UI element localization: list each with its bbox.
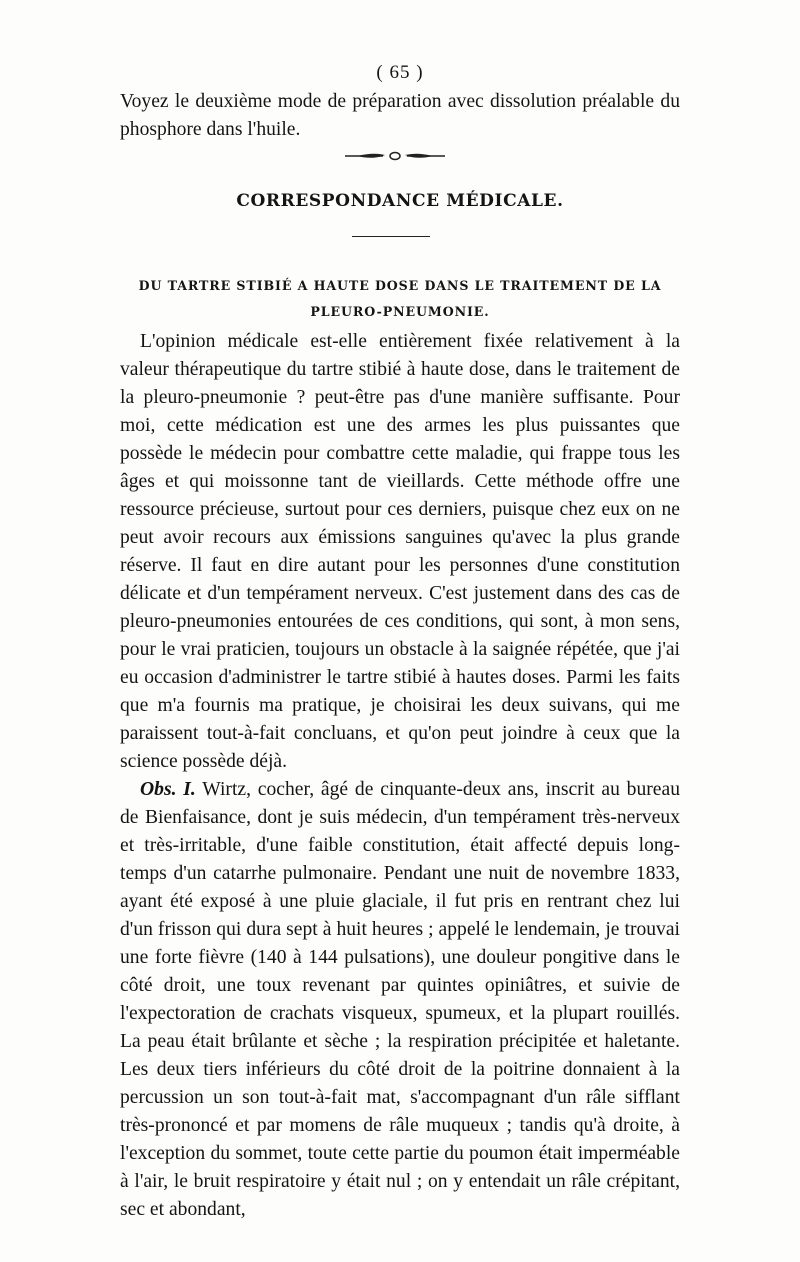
article-body — [120, 328, 680, 1224]
intro-block — [120, 88, 680, 144]
article-title-line-1: DU TARTRE STIBIÉ A HAUTE DOSE DANS LE TRAITEMENT DE LA — [138, 278, 662, 293]
paragraph-2 — [120, 776, 680, 1224]
observation-label: Obs. I. — [140, 779, 196, 800]
observation-text: Wirtz, cocher, âgé de cinquante-deux ans, inscrit au bureau de Bienfaisance, dont je suis médecin, d'un tempérament très-nerveux et très-irritable, d'une faible constitution, était affecté depuis long-temps d'un catarrhe pulmonaire. Pendant une nuit de novembre 1833, ayant été exposé à une pluie glaciale, il fut pris en rentrant chez lui d'un frisson qui dura sept à huit heures ; appelé le lendemain, je trouvai une forte fièvre (140 à 144 pulsations), une douleur pongitive dans le côté droit, une toux revenant par quintes opiniâtres, et suivie de l'expectoration de crachats visqueux, spumeux, et la plupart rouillés. La peau était brûlante et sèche ; la respiration précipitée et haletante. Les deux tiers inférieurs du côté droit de la poitrine donnaient à la percussion un son tout-à-fait mat, s'accompagnant d'un râle sifflant très-prononcé et par momens de râle muqueux ; tandis qu'à droite, à l'exception du sommet, toute cette partie du poumon était imperméable à l'air, le bruit respiratoire y était nul ; on y entendait un râle crépitant, sec et abondant, — [120, 779, 680, 1220]
section-title: CORRESPONDANCE MÉDICALE. — [236, 191, 564, 211]
title-rule — [352, 236, 430, 237]
article-title-line-2: PLEURO-PNEUMONIE. — [310, 304, 490, 319]
page-number: ( 65 ) — [376, 62, 424, 83]
ornament-divider-icon — [345, 149, 445, 163]
intro-paragraph: Voyez le deuxième mode de préparation avec dissolution préalable du phosphore dans l'huile. — [120, 91, 680, 140]
paragraph-1: L'opinion médicale est-elle entièrement fixée relativement à la valeur thérapeutique du tartre stibié à haute dose, dans le traitement de la pleuro-pneumonie ? peut-être pas d'une manière suffisante. Pour moi, cette médication est une des armes les plus puissantes que possède le médecin pour combattre cette maladie, qui frappe tous les âges et qui moissonne tant de vieillards. Cette méthode offre une ressource précieuse, surtout pour ces derniers, puisque chez eux on ne peut avoir recours aux émissions sanguines qu'avec la plus grande réserve. Il faut en dire autant pour les personnes d'une constitution délicate et d'un tempérament nerveux. C'est justement dans des cas de pleuro-pneumonies entourées de ces conditions, qui sont, à mon sens, pour le vrai praticien, toujours un obstacle à la saignée répétée, que j'ai eu occasion d'administrer le tartre stibié à hautes doses. Parmi les faits que m'a fournis ma pratique, je choisirai les deux suivans, qui me paraissent tout-à-fait concluans, et qu'on peut joindre à ceux que la science possède déjà. — [120, 331, 680, 772]
article-title — [120, 273, 680, 325]
